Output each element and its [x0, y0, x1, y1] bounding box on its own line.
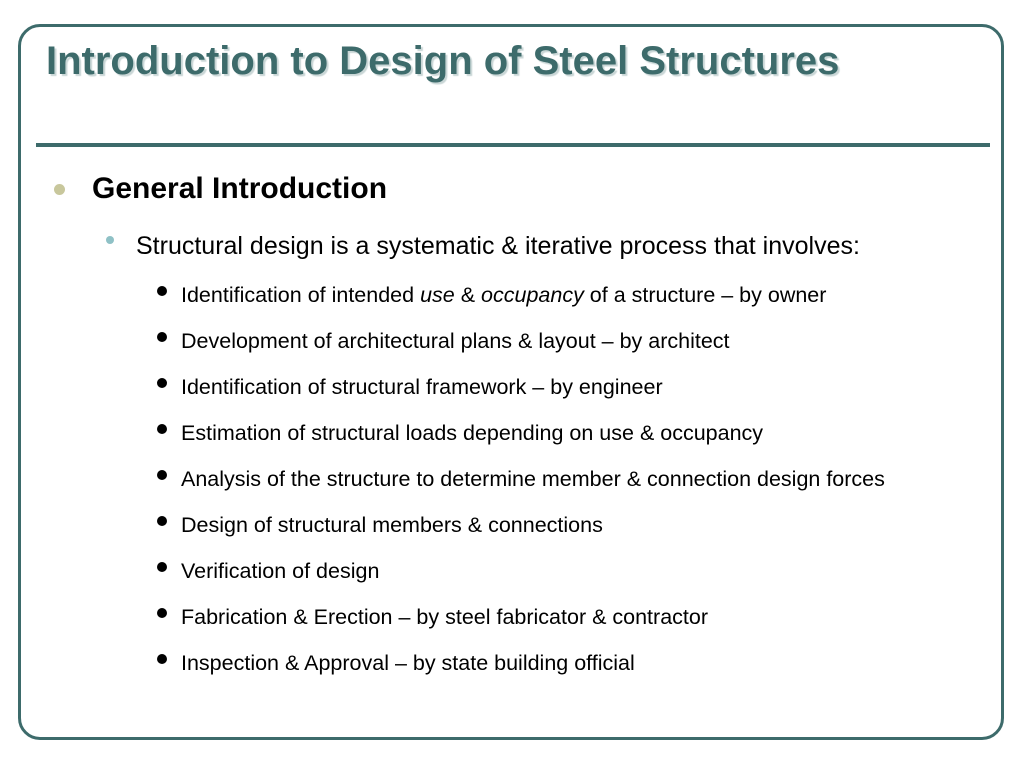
bullet-dot-icon — [157, 424, 167, 434]
list-item — [157, 602, 977, 633]
list-item-text — [181, 602, 971, 633]
list-item-text — [181, 510, 971, 541]
list-item — [157, 418, 977, 449]
bullet-level1-dot-icon — [54, 184, 65, 195]
bullet-dot-icon — [157, 286, 167, 296]
bullet-dot-icon — [157, 378, 167, 388]
text-segment: Development of architectural plans & layout – by architect — [181, 329, 730, 353]
text-segment: Identification of intended — [181, 283, 421, 307]
list-item — [157, 280, 977, 311]
text-segment: Verification of design — [181, 559, 380, 583]
text-segment: Analysis of the structure to determine member & connection design forces — [181, 467, 885, 491]
text-segment: Inspection & Approval – by state building official — [181, 651, 635, 675]
bullet-dot-icon — [157, 608, 167, 618]
text-segment: Design of structural members & connections — [181, 513, 603, 537]
list-item — [157, 648, 977, 679]
text-segment: Estimation of structural loads depending on use & occupancy — [181, 421, 764, 445]
list-item-text — [181, 418, 971, 449]
list-item-text — [181, 280, 971, 311]
list-item — [157, 372, 977, 403]
list-item — [157, 464, 977, 495]
text-segment: Identification of structural framework – by engineer — [181, 375, 663, 399]
emphasized-text: use — [420, 283, 455, 307]
bullet-level1 — [54, 170, 387, 208]
list-item — [157, 326, 977, 357]
bullet-dot-icon — [157, 332, 167, 342]
text-segment: & — [454, 283, 482, 307]
list-item — [157, 556, 977, 587]
bullet-dot-icon — [157, 516, 167, 526]
text-segment: Fabrication & Erection – by steel fabricator & contractor — [181, 605, 708, 629]
bullet-dot-icon — [157, 654, 167, 664]
section-heading: General Introduction — [92, 172, 388, 205]
bullet-level2-dot-icon — [106, 236, 114, 244]
process-steps-list — [157, 280, 977, 694]
list-item-text — [181, 326, 971, 357]
bullet-level2 — [106, 230, 860, 262]
bullet-dot-icon — [157, 562, 167, 572]
list-item-text — [181, 556, 971, 587]
list-item-text — [181, 372, 971, 403]
section-subheading: Structural design is a systematic & iterative process that involves: — [136, 232, 860, 260]
list-item-text — [181, 648, 971, 679]
list-item — [157, 510, 977, 541]
text-segment: of a structure – by owner — [583, 283, 827, 307]
slide-title: Introduction to Design of Steel Structures — [46, 39, 840, 83]
list-item-text — [181, 464, 971, 495]
bullet-dot-icon — [157, 470, 167, 480]
emphasized-text: occupancy — [481, 283, 584, 307]
title-divider — [36, 143, 990, 147]
